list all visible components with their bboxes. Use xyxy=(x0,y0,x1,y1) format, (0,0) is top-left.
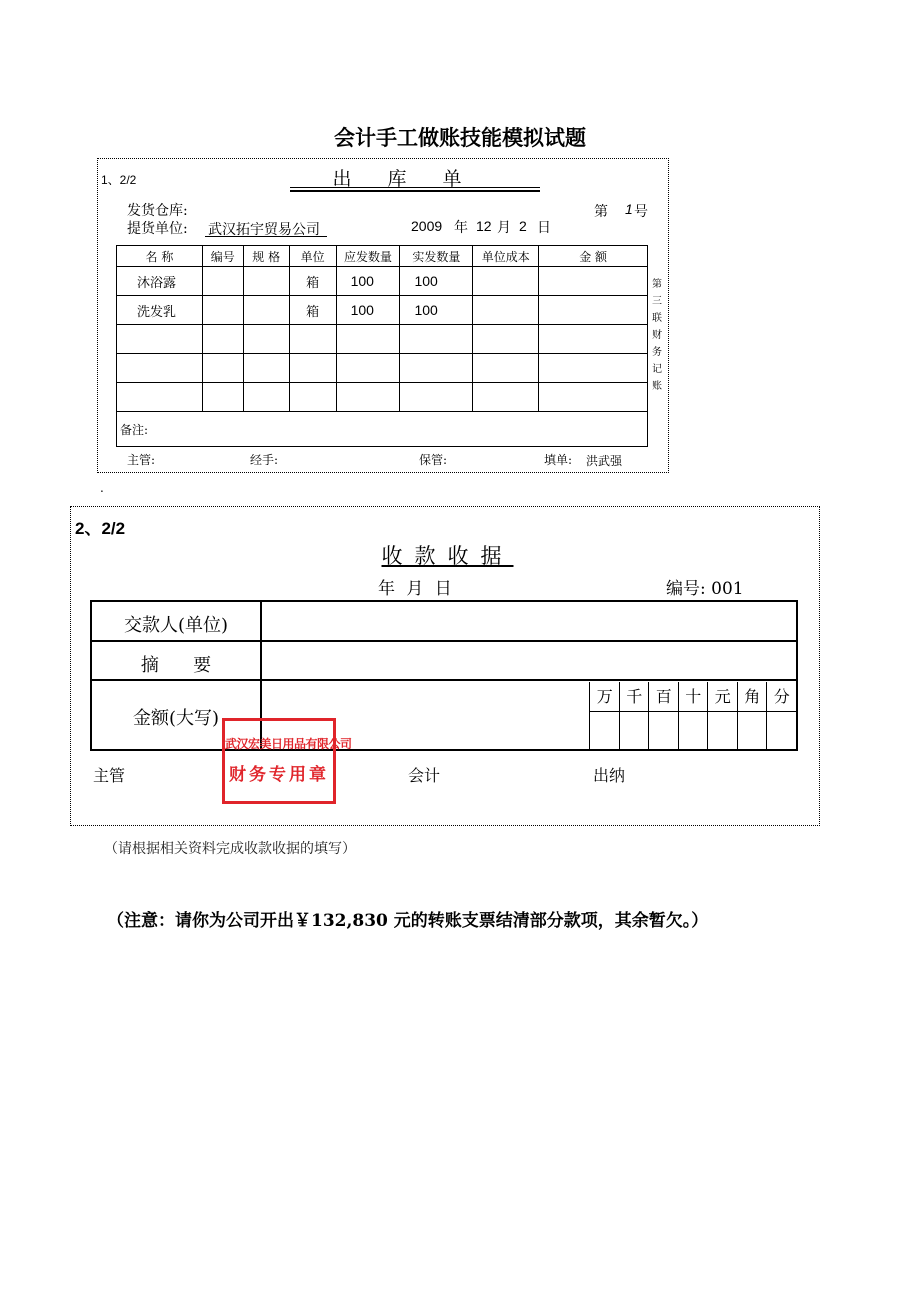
digit-header-jiao: 角 xyxy=(737,682,768,711)
row-divider xyxy=(92,679,796,681)
receipt-number: 编号: 001 xyxy=(666,579,744,599)
column-header: 规 格 xyxy=(243,246,289,267)
column-header: 单位 xyxy=(289,246,336,267)
date-year-label: 年 xyxy=(454,220,468,236)
item-name: 洗发乳 xyxy=(117,296,203,325)
filler-label: 填单: xyxy=(544,453,573,467)
empty-cell[interactable] xyxy=(289,354,336,383)
item-qty-actual: 100 xyxy=(400,296,473,325)
empty-cell[interactable] xyxy=(473,325,539,354)
column-header: 单位成本 xyxy=(473,246,539,267)
title-underline-top xyxy=(290,187,540,188)
warehouse-label: 发货仓库: xyxy=(127,203,188,219)
filler-value: 洪武强 xyxy=(586,454,623,468)
empty-cell[interactable] xyxy=(400,325,473,354)
empty-cell[interactable] xyxy=(243,383,289,412)
receipt-accountant-label: 会计 xyxy=(408,766,441,785)
item-amount[interactable] xyxy=(539,267,648,296)
item-spec[interactable] xyxy=(243,267,289,296)
item-qty-due: 100 xyxy=(336,296,400,325)
column-header: 编号 xyxy=(202,246,243,267)
doc-no-suffix: 号 xyxy=(634,204,648,220)
empty-cell[interactable] xyxy=(202,325,243,354)
digit-cell[interactable] xyxy=(589,711,620,749)
table-row-empty xyxy=(117,325,648,354)
table-row-empty xyxy=(117,383,648,412)
empty-cell[interactable] xyxy=(117,325,203,354)
digit-header-yuan: 元 xyxy=(707,682,738,711)
date-day-label: 日 xyxy=(537,220,551,236)
table-row xyxy=(117,267,648,296)
digit-cell[interactable] xyxy=(619,711,650,749)
empty-cell[interactable] xyxy=(539,354,648,383)
column-header: 名 称 xyxy=(117,246,203,267)
doc-no-prefix: 第 xyxy=(594,204,608,220)
amount-digit-grid xyxy=(589,682,796,749)
digit-cell[interactable] xyxy=(648,711,679,749)
item-unit: 箱 xyxy=(289,296,336,325)
table-row xyxy=(117,296,648,325)
empty-cell[interactable] xyxy=(539,383,648,412)
section2-number: 2、2/2 xyxy=(75,519,126,538)
empty-cell[interactable] xyxy=(289,325,336,354)
item-qty-actual: 100 xyxy=(400,267,473,296)
empty-cell[interactable] xyxy=(243,354,289,383)
digit-header-wan: 万 xyxy=(589,682,620,711)
digit-header-shi: 十 xyxy=(678,682,709,711)
supervisor-label: 主管: xyxy=(127,453,156,467)
pickup-unit-label: 提货单位: xyxy=(127,221,188,237)
summary-label: 摘 要 xyxy=(140,655,212,676)
payer-field[interactable] xyxy=(262,602,794,639)
doc-no-value: 1 xyxy=(625,201,633,217)
empty-cell[interactable] xyxy=(202,354,243,383)
item-unit-cost[interactable] xyxy=(473,296,539,325)
amount-label: 金额(大写) xyxy=(132,708,220,729)
item-amount[interactable] xyxy=(539,296,648,325)
receipt-instruction: （请根据相关资料完成收款收据的填写） xyxy=(104,841,356,857)
date-year: 2009 xyxy=(411,218,443,234)
digit-header-qian: 千 xyxy=(619,682,650,711)
outbound-items-table xyxy=(116,245,648,447)
receipt-supervisor-label: 主管 xyxy=(93,766,126,785)
receipt-title: 收款收据 xyxy=(381,544,514,568)
handler-label: 经手: xyxy=(250,453,279,467)
digit-cell[interactable] xyxy=(678,711,709,749)
empty-cell[interactable] xyxy=(243,325,289,354)
remark-row xyxy=(117,412,648,447)
keeper-label: 保管: xyxy=(419,453,448,467)
title-underline-bottom xyxy=(290,190,540,192)
empty-cell[interactable] xyxy=(336,354,400,383)
date-day: 2 xyxy=(519,218,527,234)
digit-header-bai: 百 xyxy=(648,682,679,711)
empty-cell[interactable] xyxy=(473,383,539,412)
empty-cell[interactable] xyxy=(400,354,473,383)
empty-cell[interactable] xyxy=(336,325,400,354)
payer-label: 交款人(单位) xyxy=(123,615,229,636)
empty-cell[interactable] xyxy=(289,383,336,412)
column-header: 实发数量 xyxy=(400,246,473,267)
receipt-date-labels: 年 月 日 xyxy=(378,579,452,599)
page-title: 会计手工做账技能模拟试题 xyxy=(334,126,586,150)
outbound-slip-title: 出库单 xyxy=(332,168,498,190)
stamp-seal-text: 财务专用章 xyxy=(229,765,329,785)
empty-cell[interactable] xyxy=(539,325,648,354)
table-row-empty xyxy=(117,354,648,383)
finance-seal-stamp xyxy=(222,718,352,804)
digit-cell[interactable] xyxy=(707,711,738,749)
empty-cell[interactable] xyxy=(202,383,243,412)
item-unit: 箱 xyxy=(289,267,336,296)
table-header-row xyxy=(117,246,648,267)
empty-cell[interactable] xyxy=(400,383,473,412)
date-month: 12 xyxy=(476,218,492,234)
pickup-unit-value: 武汉拓宇贸易公司 xyxy=(208,222,320,238)
digit-cell[interactable] xyxy=(737,711,768,749)
column-header: 应发数量 xyxy=(336,246,400,267)
separator-dot: . xyxy=(100,481,104,495)
copy-side-note: 第三联 财务记账 xyxy=(652,279,662,392)
remark-label[interactable]: 备注: xyxy=(117,412,648,447)
receipt-cashier-label: 出纳 xyxy=(593,766,626,785)
receipt-table xyxy=(90,600,798,751)
item-spec[interactable] xyxy=(243,296,289,325)
task-note: （注意：请你为公司开出￥132,830 元的转账支票结清部分款项，其余暂欠。） xyxy=(107,911,709,931)
empty-cell[interactable] xyxy=(117,354,203,383)
digit-cell[interactable] xyxy=(766,711,797,749)
digit-header-fen: 分 xyxy=(766,682,797,711)
item-unit-cost[interactable] xyxy=(473,267,539,296)
date-month-label: 月 xyxy=(497,220,511,236)
item-name: 沐浴露 xyxy=(117,267,203,296)
item-code[interactable] xyxy=(202,296,243,325)
stamp-company-name: 武汉宏美日用品有限公司 xyxy=(225,737,352,751)
summary-field[interactable] xyxy=(262,642,794,678)
section1-number: 1、2/2 xyxy=(101,173,137,187)
pickup-unit-underline xyxy=(205,236,327,237)
column-header: 金 额 xyxy=(539,246,648,267)
empty-cell[interactable] xyxy=(336,383,400,412)
empty-cell[interactable] xyxy=(117,383,203,412)
item-code[interactable] xyxy=(202,267,243,296)
item-qty-due: 100 xyxy=(336,267,400,296)
empty-cell[interactable] xyxy=(473,354,539,383)
